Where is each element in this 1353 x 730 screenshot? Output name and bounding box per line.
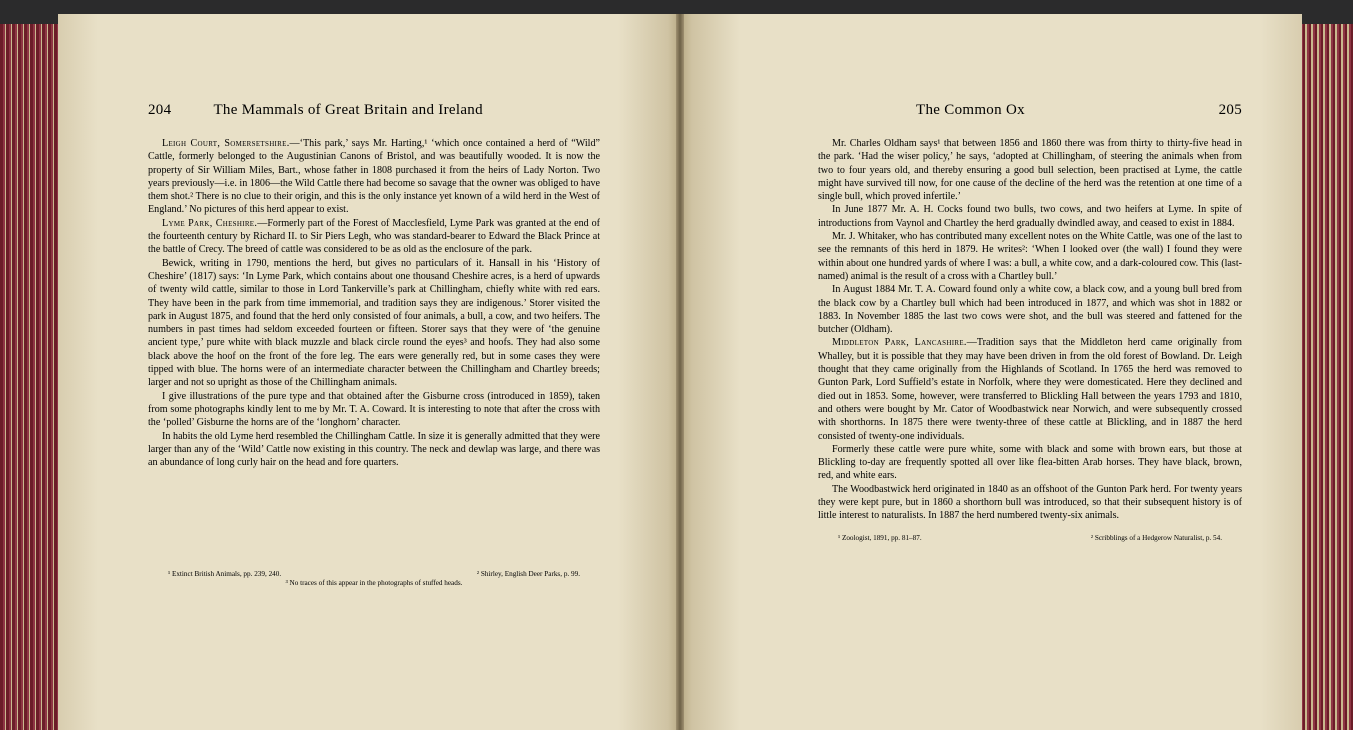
paragraph-text: In June 1877 Mr. A. H. Cocks found two bulls, two cows, and two heifers at Lyme. In spite of introductions from Vaynol and Chartley the herd gradually dwindled away, and ceased to exist in 1884. bbox=[818, 204, 1242, 229]
footnote-2: ² Scribblings of a Hedgerow Naturalist, p. 54. bbox=[1090, 534, 1222, 542]
footnote-3: ³ No traces of this appear in the photographs of stuffed heads. bbox=[285, 579, 463, 587]
paragraph bbox=[148, 390, 600, 430]
footnote-1: ¹ Zoologist, 1891, pp. 81–87. bbox=[838, 534, 922, 542]
right-body-text bbox=[818, 137, 1242, 523]
book-gutter bbox=[676, 14, 684, 730]
paragraph-text: Mr. Charles Oldham says¹ that between 1856 and 1860 there was from thirty to thirty-five head in the park. ‘Had the wiser policy,’ he says, ‘adopted at Chillingham, of steering the animals when from two to four years old, and thereby ensuring a good bull selection, been practised at Lyme, the cattle might have survived till now, for one cause of the decline of the herd was the retention at one time of a single bull, which proved infertile.’ bbox=[818, 138, 1242, 203]
footnote-1: ¹ Extinct British Animals, pp. 239, 240. bbox=[168, 570, 282, 578]
paragraph bbox=[148, 217, 600, 257]
right-footnotes bbox=[818, 534, 1242, 543]
footnote-2: ² Shirley, English Deer Parks, p. 99. bbox=[476, 570, 580, 578]
section-heading: Middleton Park, Lancashire. bbox=[832, 337, 967, 349]
left-running-title: The Mammals of Great Britain and Ireland bbox=[213, 102, 483, 118]
open-book bbox=[0, 14, 1353, 730]
paragraph bbox=[818, 137, 1242, 203]
paragraph-text: The Woodbastwick herd originated in 1840 as an offshoot of the Gunton Park herd. For twenty years they were kept pure, but in 1860 a shorthorn bull was introduced, so that their subsequent history is of little interest to naturalists. In 1887 the herd numbered twenty-six animals. bbox=[818, 483, 1242, 522]
section-heading: Leigh Court, Somersetshire. bbox=[162, 138, 290, 149]
paragraph bbox=[148, 430, 600, 470]
paragraph bbox=[818, 203, 1242, 230]
paragraph bbox=[818, 283, 1242, 336]
paragraph-text: In habits the old Lyme herd resembled the Chillingham Cattle. In size it is generally admitted that they were larger than any of the ‘Wild’ Cattle now existing in this country. The neck and dewlap was large, and there was an abundance of long curly hair on the head and fore quarters. bbox=[148, 430, 600, 469]
paragraph bbox=[818, 230, 1242, 283]
paragraph-text: —Tradition says that the Middleton herd came originally from Whalley, but it is possible that they may have been driven in from the old forest of Bowland. Dr. Leigh thought that they came originally from the Highlands of Scotland. In 1765 the herd was removed to Gunton Park, Lord Suffield’s estate in Norfolk, where they were domesticated. Here they declined and died out in 1853. Some, however, were transferred to Blickling Hall between the years 1793 and 1810, and others were bought by Mr. Cator of Woodbastwick near Norwich, and were subsequently crossed with shorthorns. In 1875 there were twenty-three of these cattle at Blickling, and in 1887 the herd consisted of twenty-one individuals. bbox=[818, 337, 1242, 442]
paragraph-text: Bewick, writing in 1790, mentions the herd, but gives no particulars of it. Hansall in his ‘History of Cheshire’ (1817) says: ‘In Lyme Park, which contains about one thousand Cheshire acres, is a herd of upwards of twenty wild cattle, similar to those in Lord Tankerville’s park at Chillingham, chiefly white with red ears. They have been in the park from time immemorial, and tradition says they are indigenous.’ Storer visited the park in August 1875, and found that the herd only consisted of four animals, a bull, a cow, and two heifers. The numbers in past times had seldom exceeded fourteen or fifteen. Storer says that they were of ‘the genuine ancient type,’ pure white with black muzzle and black circle round the eyes³ and hoofs. They had also some black above the hoof on the front of the fore leg. The ears were generally red, but in some cases they were tipped with blue. The horns were of an intermediate character between the Chillingham and Chartley breeds; larger and not so upright as those of the Chillingham animals. bbox=[148, 257, 600, 389]
paragraph-text: Formerly these cattle were pure white, some with black and some with brown ears, but those at Blickling to-day are frequently spotted all over like flea-bitten Arab horses. They have black, brown, red, and white ears. bbox=[818, 443, 1242, 482]
left-body-text bbox=[148, 137, 600, 469]
right-running-title: The Common Ox bbox=[916, 102, 1025, 118]
paragraph-text: Mr. J. Whitaker, who has contributed many excellent notes on the White Cattle, was one of the last to see the remnants of this herd in 1879. He writes²: ‘When I looked over (the wall) I found they were within about one hundred yards of where I was: a bull, a white cow, and a dark-coloured cow. This (last-named) animal is the result of a cross with a Chartley bull.’ bbox=[818, 231, 1242, 282]
paragraph bbox=[148, 137, 600, 217]
paragraph-text: —‘This park,’ says Mr. Harting,¹ ‘which once contained a herd of “Wild” Cattle, formerly belonged to the Augustinian Canons of Bristol, and was beautifully wooded. It is now the property of Sir William Miles, Bart., whose father in 1808 purchased it from the heirs of Lady Norton. Two years previously—i.e. in 1806—the Wild Cattle there had become so savage that the owner was obliged to have them shot.² There is no clue to their origin, and this is the only instance yet known of a wild herd in the West of England.’ No pictures of this herd appear to exist. bbox=[148, 138, 600, 216]
paragraph-text: In August 1884 Mr. T. A. Coward found only a white cow, a black cow, and a young bull bred from the black cow by a Chartley bull which had been introduced in 1877, and which was shot in 1882 or 1883. In November 1885 the last two cows were shot, and the bull was steered and fattened for the butcher (Oldham). bbox=[818, 284, 1242, 336]
left-page-header bbox=[148, 102, 608, 119]
paragraph-text: —Formerly part of the Forest of Macclesfield, Lyme Park was granted at the end of the fourteenth century by Richard II. to Sir Piers Legh, who was standard-bearer to Edward the Black Prince at the battle of Crecy. The breed of cattle was considered to be as old as the enclosure of the park. bbox=[148, 217, 600, 256]
paragraph bbox=[148, 257, 600, 390]
paragraph bbox=[818, 443, 1242, 483]
left-footnotes bbox=[148, 570, 600, 588]
paragraph bbox=[818, 483, 1242, 523]
paragraph-text: I give illustrations of the pure type and that obtained after the Gisburne cross (introduced in 1859), taken from some photographs kindly lent to me by Mr. T. A. Coward. It is interesting to note that after the cross with the ‘polled’ Gisburne the horns are of the ‘longhorn’ character. bbox=[148, 390, 600, 429]
right-page-number: 205 bbox=[1218, 102, 1242, 118]
book-edge-right bbox=[1293, 24, 1353, 730]
section-heading: Lyme Park, Cheshire. bbox=[162, 217, 258, 229]
left-page-number: 204 bbox=[148, 102, 172, 118]
paragraph bbox=[818, 336, 1242, 442]
